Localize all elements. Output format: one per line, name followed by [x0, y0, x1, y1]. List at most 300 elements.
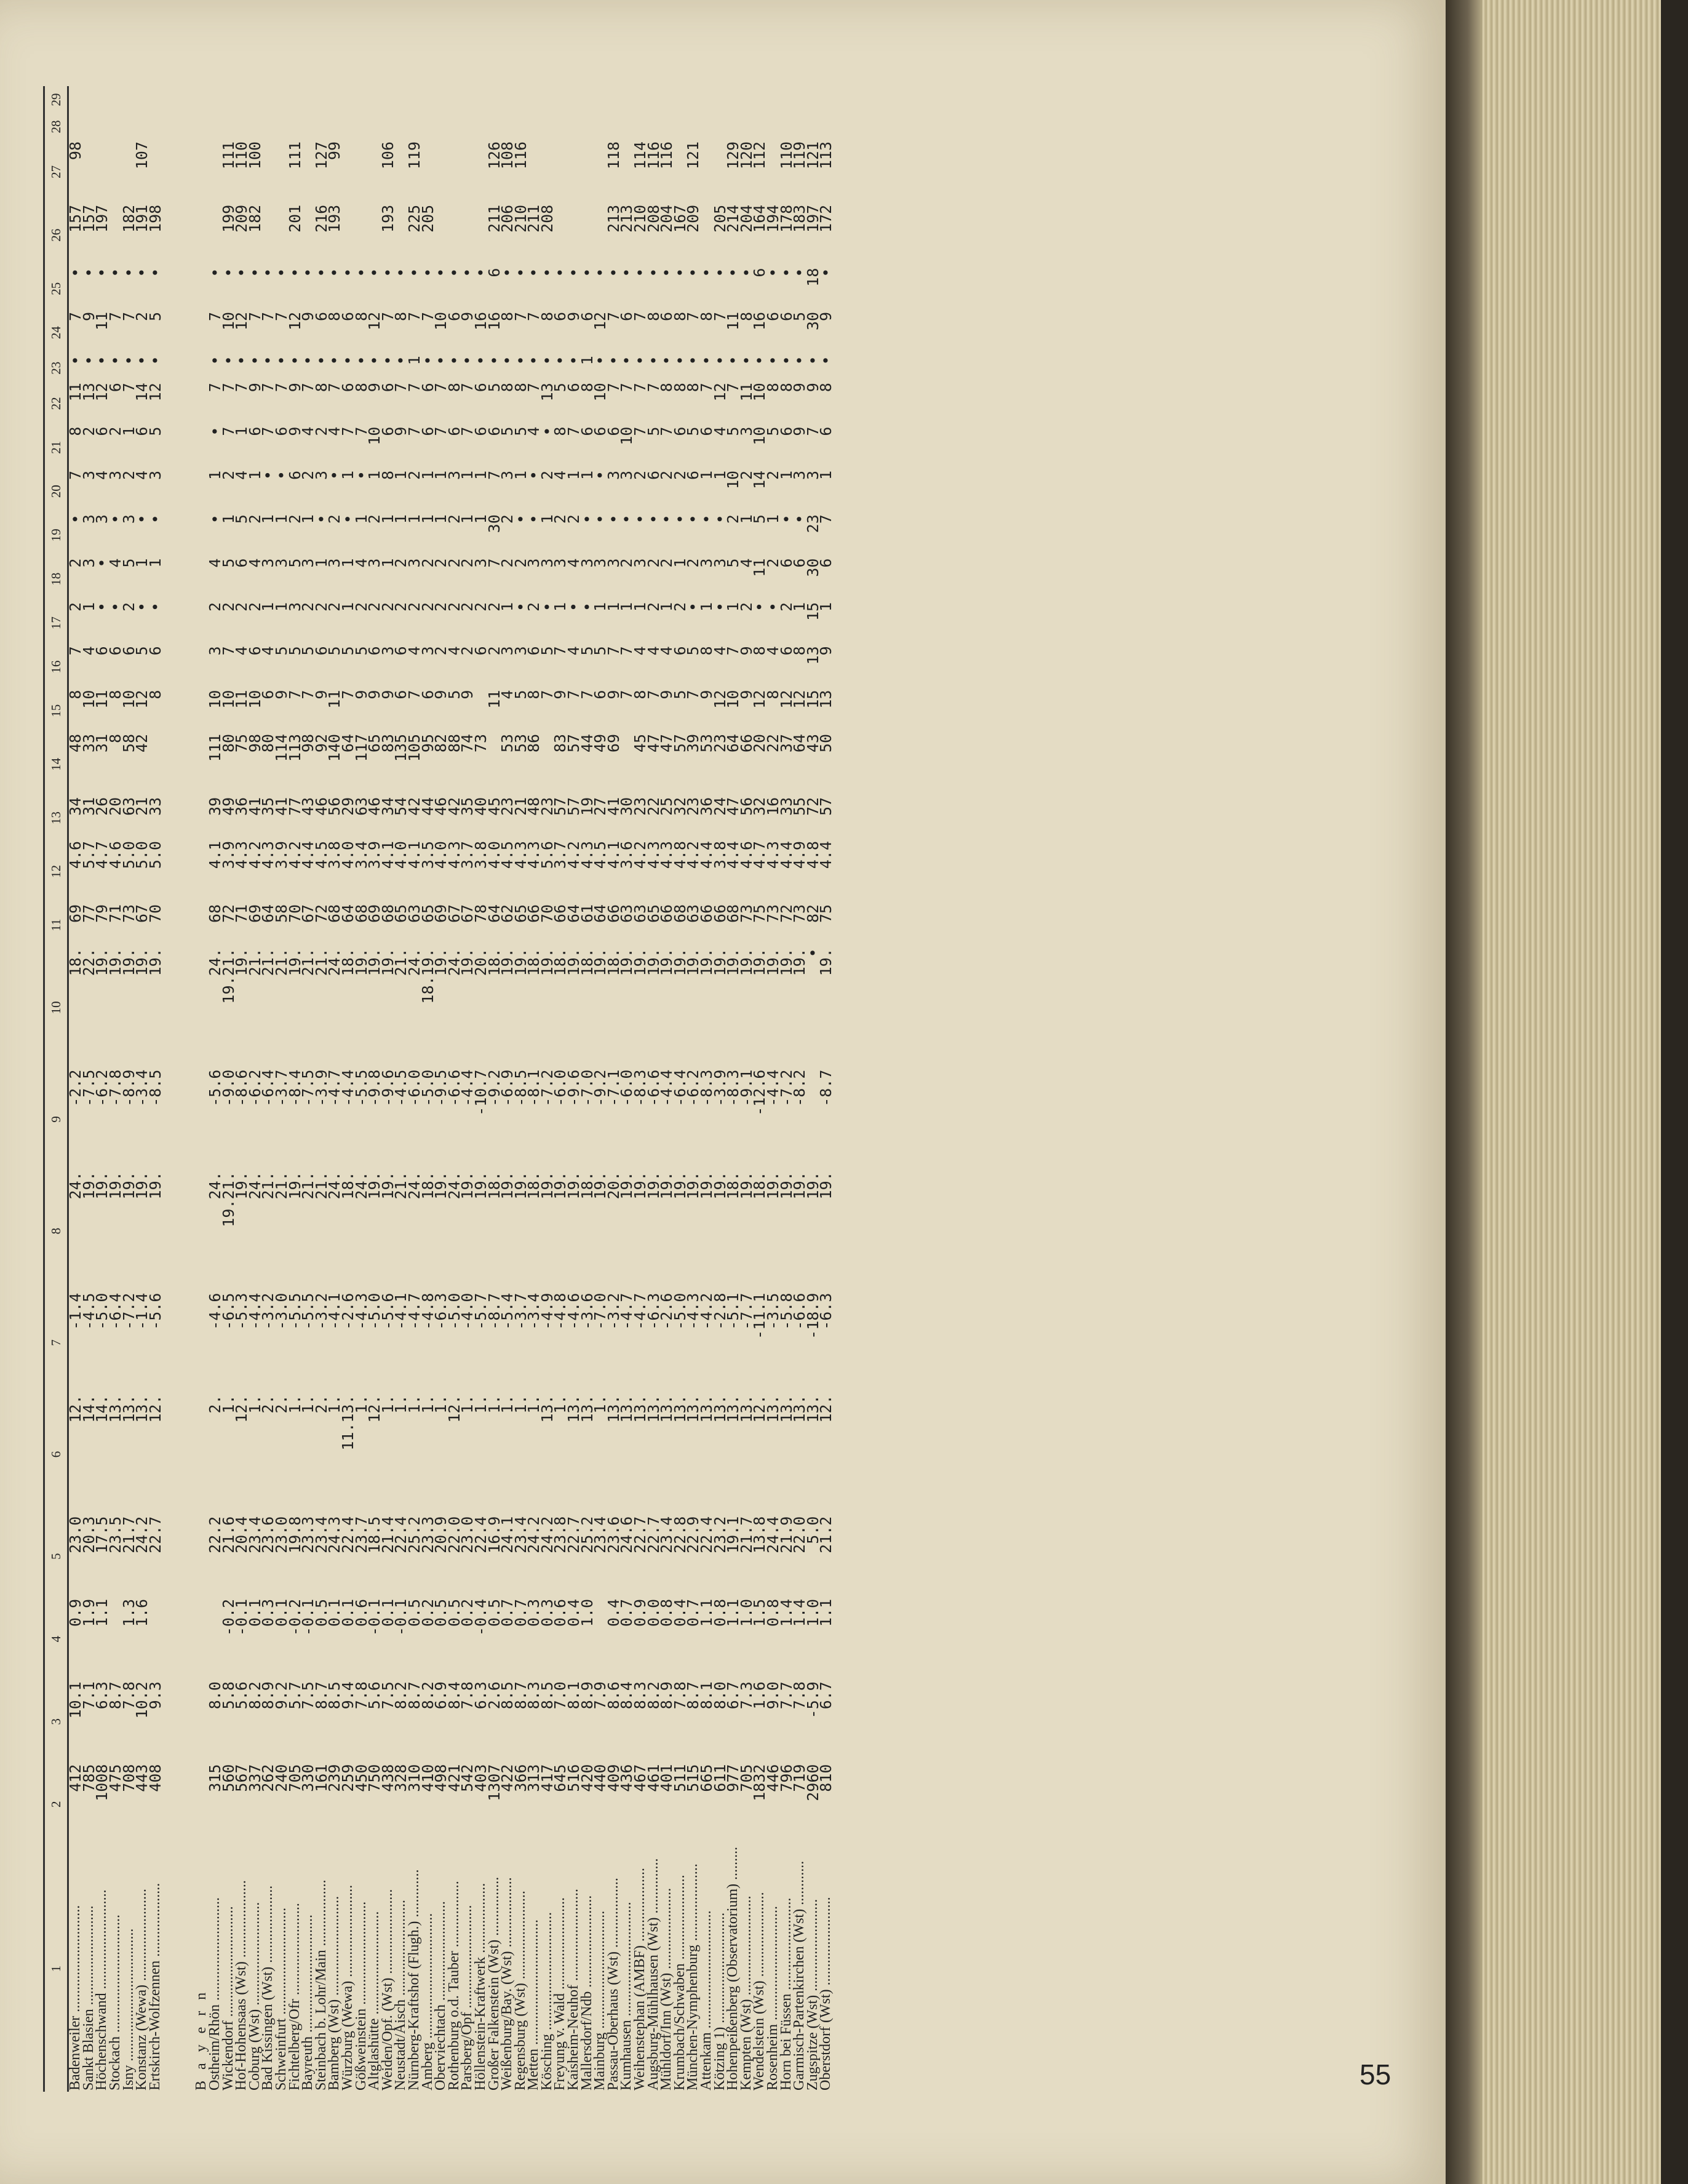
table-cell: 8.2: [245, 1681, 264, 1710]
table-cell: 14: [750, 470, 769, 489]
table-cell: 3: [259, 558, 277, 568]
table-cell: 82: [803, 904, 822, 923]
table-cell: 705: [737, 1764, 755, 1792]
table-cell: 5: [146, 311, 164, 321]
table-cell: [328, 113, 341, 140]
table-cell: 3: [79, 558, 98, 568]
table-cell: 2.6: [485, 1681, 503, 1710]
table-cell: •: [604, 268, 623, 277]
table-cell: 567: [233, 1764, 251, 1792]
table-cell: 6: [378, 426, 397, 436]
table-cell: 19.: [763, 1171, 782, 1200]
station-name: München-Nymphenburg .....................: [685, 1863, 701, 2090]
table-cell: 24.: [445, 1171, 463, 1200]
table-cell: 30: [618, 797, 636, 816]
table-cell: 708: [119, 1764, 138, 1792]
table-cell: 3: [119, 514, 138, 524]
table-cell: 13.: [618, 1395, 636, 1423]
table-cell: 69: [604, 733, 623, 753]
table-cell: 2: [684, 558, 703, 568]
table-cell: 58: [273, 904, 291, 923]
table-cell: -3.2: [259, 1293, 277, 1330]
table-cell: 8.0: [711, 1681, 729, 1710]
table-cell: 9: [312, 690, 330, 699]
table-cell: 36: [698, 797, 716, 816]
table-cell: 2: [285, 514, 304, 524]
table-cell: -2.2: [66, 1069, 85, 1107]
table-cell: 8: [498, 383, 517, 393]
table-cell: 3: [498, 470, 517, 480]
table-cell: 19.: [803, 1171, 822, 1200]
table-cell: •: [525, 514, 543, 524]
table-cell: [461, 86, 474, 113]
table-cell: 7: [233, 383, 251, 393]
table-cell: 4.3: [511, 841, 530, 869]
table-cell: 65: [644, 904, 663, 923]
table-cell: 35: [259, 797, 277, 816]
table-cell: 7: [219, 426, 237, 436]
table-cell: [82, 113, 96, 140]
table-cell: 69: [66, 904, 85, 923]
table-cell: 6: [245, 646, 264, 656]
table-cell: •: [790, 356, 809, 365]
table-cell: 2: [458, 558, 477, 568]
table-cell: •: [498, 268, 517, 277]
table-cell: 0.8: [763, 1598, 782, 1627]
table-cell: 4.0: [432, 841, 450, 869]
table-cell: •: [106, 602, 125, 612]
table-cell: 22.7: [146, 1516, 164, 1553]
table-cell: 19.: [790, 948, 809, 976]
table-cell: 44: [418, 797, 437, 816]
table-cell: 18.: [66, 948, 85, 976]
table-cell: •: [312, 356, 330, 365]
station-name: Garmisch-Partenkirchen (Wst) ............: [791, 1860, 808, 2090]
table-cell: 7: [325, 383, 344, 393]
table-cell: 1: [471, 470, 490, 480]
table-cell: •: [790, 268, 809, 277]
table-cell: [235, 113, 249, 140]
table-cell: 0.0: [644, 1598, 663, 1627]
table-cell: 4.3: [525, 841, 543, 869]
table-cell: 22.7: [644, 1516, 663, 1553]
table-cell: 119: [790, 141, 809, 170]
column-header-26: 26: [44, 204, 68, 267]
table-cell: 56: [737, 797, 755, 816]
table-cell: 5: [119, 558, 138, 568]
table-cell: 21.: [312, 1171, 330, 1200]
table-cell: 178: [777, 204, 795, 233]
table-cell: [607, 86, 621, 113]
table-cell: 2: [312, 602, 330, 612]
table-cell: 4.4: [777, 841, 795, 869]
table-cell: -5.7: [471, 1293, 490, 1330]
table-cell: 5: [445, 690, 463, 699]
table-cell: -6.3: [644, 1293, 663, 1330]
table-cell: 23: [538, 797, 556, 816]
table-cell: 106: [378, 141, 397, 170]
table-cell: •: [325, 268, 344, 277]
table-cell: •: [658, 514, 676, 524]
table-cell: [354, 204, 368, 267]
table-cell: 111: [219, 141, 237, 170]
table-cell: 13: [79, 383, 98, 402]
table-cell: 1: [119, 426, 138, 436]
table-cell: [149, 86, 162, 113]
table-cell: 225: [405, 204, 423, 233]
table-cell: 1: [432, 470, 450, 480]
table-cell: 3.9: [365, 841, 384, 869]
table-cell: 33: [777, 797, 795, 816]
table-cell: 13.: [631, 1395, 650, 1423]
table-cell: •: [418, 268, 437, 277]
table-cell: 20.9: [432, 1516, 450, 1553]
table-cell: •: [591, 356, 610, 365]
table-cell: 7: [338, 690, 357, 699]
table-cell: 13.: [578, 1395, 596, 1423]
table-cell: 6: [418, 383, 437, 393]
table-cell: 3: [551, 558, 570, 568]
table-cell: 64: [338, 733, 357, 753]
table-cell: -5.5: [299, 1293, 317, 1330]
table-cell: 1: [378, 558, 397, 568]
table-cell: 19.: [817, 1171, 835, 1200]
table-cell: 213: [618, 204, 636, 233]
column-header-23: 23: [44, 354, 68, 381]
table-cell: 66: [604, 904, 623, 923]
table-cell: 2: [458, 602, 477, 612]
table-cell: •: [578, 268, 596, 277]
table-cell: •: [803, 356, 822, 365]
table-cell: 7: [644, 690, 663, 699]
table-cell: [189, 645, 209, 688]
table-cell: 19.: [106, 948, 125, 976]
table-cell: 1.: [299, 1395, 317, 1414]
table-cell: 8.9: [259, 1681, 277, 1710]
table-cell: 9.0: [763, 1681, 782, 1710]
table-cell: 2: [245, 514, 264, 524]
table-cell: 19.1: [724, 1516, 742, 1553]
table-cell: 69: [365, 904, 384, 923]
table-cell: 23: [711, 733, 729, 753]
table-cell: -6.4: [106, 1293, 125, 1330]
table-cell: •: [631, 356, 650, 365]
table-cell: [189, 840, 209, 903]
table-cell: •: [644, 356, 663, 365]
table-cell: •: [511, 514, 530, 524]
table-cell: •: [93, 602, 111, 612]
table-cell: •: [565, 356, 583, 365]
table-cell: 6: [777, 426, 795, 436]
table-cell: [766, 86, 780, 113]
table-cell: •: [698, 514, 716, 524]
table-cell: 8: [658, 383, 676, 393]
table-cell: -6.2: [93, 1069, 111, 1107]
table-cell: •: [79, 268, 98, 277]
table-cell: 13: [538, 383, 556, 402]
table-cell: 172: [817, 204, 835, 233]
table-cell: 6: [591, 426, 610, 436]
table-cell: 0.6: [352, 1598, 370, 1627]
table-cell: 9: [273, 690, 291, 699]
table-cell: 4.3: [259, 841, 277, 869]
table-cell: 4: [565, 558, 583, 568]
column-header-21: 21: [44, 426, 68, 469]
table-cell: 4.1: [604, 841, 623, 869]
table-cell: 4: [245, 558, 264, 568]
table-cell: 7: [565, 690, 583, 699]
table-cell: 20.3: [79, 1516, 98, 1553]
table-cell: •: [591, 268, 610, 277]
table-cell: 6: [485, 268, 503, 277]
table-cell: 65: [418, 904, 437, 923]
table-cell: [341, 113, 355, 140]
table-cell: 11.13.: [338, 1395, 357, 1451]
table-cell: 194: [763, 204, 782, 233]
table-cell: [162, 1393, 189, 1515]
table-cell: •: [671, 356, 689, 365]
table-cell: 8: [392, 311, 410, 321]
table-cell: [634, 86, 647, 113]
table-cell: 6: [392, 690, 410, 699]
table-cell: •: [698, 268, 716, 277]
table-cell: 211: [485, 204, 503, 233]
table-cell: 1: [618, 602, 636, 612]
station-name: Altglashütte ............................: [366, 1911, 383, 2090]
table-cell: 6: [698, 426, 716, 436]
table-cell: [122, 86, 135, 113]
table-cell: 157: [66, 204, 85, 233]
table-cell: 68: [378, 904, 397, 923]
table-cell: [447, 86, 461, 113]
table-cell: [162, 426, 189, 469]
table-cell: 23: [631, 797, 650, 816]
table-cell: •: [604, 514, 623, 524]
table-cell: [189, 469, 209, 513]
table-cell: 75: [233, 733, 251, 753]
table-cell: [394, 86, 408, 113]
table-cell: 22.4: [392, 1516, 410, 1553]
table-cell: -8.3: [724, 1069, 742, 1107]
table-cell: 9: [565, 311, 583, 321]
table-cell: 6: [259, 690, 277, 699]
table-cell: 20.: [604, 1171, 623, 1200]
table-cell: 72: [803, 797, 822, 816]
table-cell: -6.0: [618, 1069, 636, 1107]
table-cell: -3.2: [604, 1293, 623, 1330]
table-cell: 23.4: [591, 1516, 610, 1553]
table-cell: 7: [631, 383, 650, 393]
table-cell: 1.: [325, 1395, 344, 1414]
book-gutter-shadow: [1446, 0, 1483, 2184]
table-cell: 25.2: [405, 1516, 423, 1553]
table-cell: [806, 113, 819, 140]
table-cell: [189, 796, 209, 840]
station-name: Wickendorf ..............................: [220, 1906, 236, 2090]
table-cell: 2: [445, 558, 463, 568]
table-cell: -7.8: [106, 1069, 125, 1107]
table-cell: 0.3: [538, 1598, 556, 1627]
table-cell: 1: [631, 602, 650, 612]
table-cell: [461, 204, 474, 267]
table-cell: 208: [538, 204, 556, 233]
table-cell: [501, 86, 514, 113]
table-cell: 8.3: [631, 1681, 650, 1710]
table-cell: 18.: [750, 1171, 769, 1200]
table-cell: [580, 140, 594, 204]
table-cell: 24.1: [498, 1516, 517, 1553]
table-cell: 6: [471, 426, 490, 436]
table-cell: 5.0: [119, 841, 138, 869]
table-cell: [122, 113, 135, 140]
table-cell: 31: [79, 797, 98, 816]
table-cell: [514, 113, 527, 140]
table-cell: [434, 140, 448, 204]
table-cell: 23: [803, 514, 822, 533]
table-cell: 6: [312, 646, 330, 656]
table-cell: -9.2: [591, 1069, 610, 1107]
table-cell: 412: [66, 1764, 85, 1792]
table-cell: 1: [219, 514, 237, 524]
table-cell: 19.: [538, 948, 556, 976]
table-cell: [660, 86, 674, 113]
table-cell: -0.1: [392, 1598, 410, 1636]
table-cell: •: [671, 268, 689, 277]
column-header-20: 20: [44, 469, 68, 513]
table-cell: 19.: [724, 948, 742, 976]
table-cell: 7: [206, 383, 225, 393]
table-cell: 117: [352, 733, 370, 762]
table-cell: 18: [803, 268, 822, 287]
column-header-2: 2: [44, 1763, 68, 1846]
table-cell: 18.5: [365, 1516, 384, 1553]
table-cell: 161: [312, 1764, 330, 1792]
table-cell: 7: [405, 690, 423, 699]
table-cell: [580, 86, 594, 113]
table-cell: 19.21.: [219, 1171, 237, 1227]
table-cell: [434, 113, 448, 140]
table-row: [819, 86, 833, 2092]
table-cell: 6: [133, 426, 151, 436]
column-header-18: 18: [44, 557, 68, 601]
table-cell: 3.8: [471, 841, 490, 869]
table-cell: -2.6: [338, 1293, 357, 1330]
table-cell: •: [325, 470, 344, 480]
table-cell: 61: [578, 904, 596, 923]
table-cell: 44: [578, 733, 596, 753]
table-cell: 11: [325, 690, 344, 709]
table-cell: -8.2: [790, 1069, 809, 1107]
table-cell: [189, 311, 209, 354]
table-cell: [189, 1170, 209, 1291]
table-cell: 7: [285, 690, 304, 699]
table-cell: 99: [325, 141, 344, 161]
table-cell: [189, 1393, 209, 1515]
table-cell: 409: [604, 1764, 623, 1792]
table-cell: 183: [790, 204, 809, 233]
table-cell: •: [119, 268, 138, 277]
table-cell: [514, 86, 527, 113]
table-cell: 8: [698, 311, 716, 321]
table-cell: 98: [299, 733, 317, 753]
table-cell: 42: [133, 733, 151, 753]
column-header-27: 27: [44, 140, 68, 204]
station-name: Mallersdorf/Ndb .........................: [578, 1895, 595, 2090]
table-cell: •: [790, 514, 809, 524]
table-cell: 19.: [233, 948, 251, 976]
table-cell: 6.7: [724, 1681, 742, 1710]
table-cell: 21: [133, 797, 151, 816]
table-cell: 31: [93, 733, 111, 753]
table-cell: 12: [711, 383, 729, 402]
table-cell: -18.9: [803, 1293, 822, 1339]
table-cell: 64: [591, 904, 610, 923]
table-cell: 10: [750, 383, 769, 402]
table-cell: 5: [684, 646, 703, 656]
table-cell: 12: [365, 311, 384, 331]
table-cell: 461: [644, 1764, 663, 1792]
table-cell: 19.: [365, 948, 384, 976]
table-cell: 114: [273, 733, 291, 762]
table-cell: 7.8: [458, 1681, 477, 1710]
table-cell: 65: [365, 733, 384, 753]
table-cell: •: [618, 356, 636, 365]
table-cell: 79: [93, 904, 111, 923]
table-cell: 0.1: [338, 1598, 357, 1627]
table-cell: 19.21.: [219, 948, 237, 1004]
table-cell: 19.: [671, 1171, 689, 1200]
table-cell: 16: [485, 311, 503, 331]
table-cell: -3.2: [312, 1293, 330, 1330]
table-cell: 1: [737, 514, 755, 524]
table-cell: 7: [66, 470, 85, 480]
table-cell: 21.: [273, 1171, 291, 1200]
table-cell: 24.: [206, 1171, 225, 1200]
table-cell: •: [146, 356, 164, 365]
table-cell: 4: [644, 646, 663, 656]
table-cell: 24.6: [618, 1516, 636, 1553]
table-cell: 6: [93, 426, 111, 436]
table-cell: 785: [79, 1764, 98, 1792]
table-cell: •: [538, 268, 556, 277]
table-cell: 8: [790, 646, 809, 656]
table-row: [149, 86, 162, 2092]
table-cell: 2: [658, 558, 676, 568]
table-cell: -4.6: [565, 1293, 583, 1330]
column-header-24: 24: [44, 311, 68, 354]
table-cell: 4: [93, 470, 111, 480]
table-cell: -5.6: [206, 1069, 225, 1107]
table-cell: 1: [245, 470, 264, 480]
table-cell: 201: [285, 204, 304, 233]
table-cell: 111: [206, 733, 225, 762]
table-cell: 705: [285, 1764, 304, 1792]
table-cell: 22.0: [790, 1516, 809, 1553]
table-cell: 16: [471, 311, 490, 331]
table-cell: 199: [219, 204, 237, 233]
table-cell: 49: [219, 797, 237, 816]
table-cell: 26: [93, 797, 111, 816]
table-cell: 1.6: [750, 1681, 769, 1710]
table-cell: •: [146, 602, 164, 612]
table-cell: 24.: [352, 1171, 370, 1200]
table-cell: 1: [458, 470, 477, 480]
table-cell: •: [325, 356, 344, 365]
table-cell: 9: [458, 311, 477, 321]
table-cell: 7: [618, 646, 636, 656]
table-cell: 78: [471, 904, 490, 923]
table-cell: 113: [285, 733, 304, 762]
